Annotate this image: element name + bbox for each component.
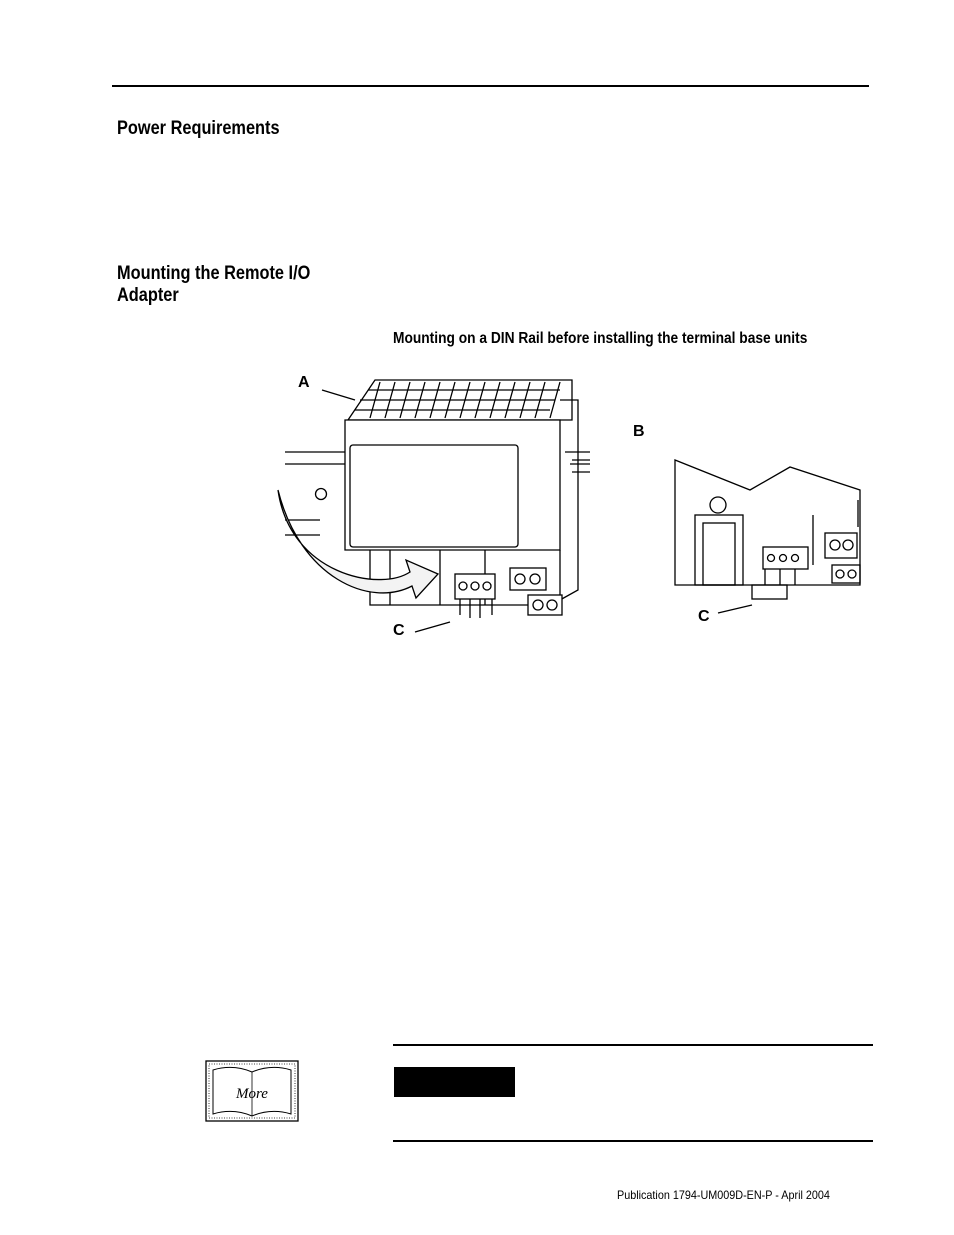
- more-book-icon: [205, 1060, 299, 1122]
- important-label-box: [394, 1067, 515, 1097]
- heading-power-requirements: Power Requirements: [117, 118, 280, 139]
- header-rule: [112, 85, 869, 87]
- publication-footer: Publication 1794-UM009D-EN-P - April 2004: [617, 1188, 830, 1202]
- more-icon-label: More: [236, 1086, 268, 1102]
- important-bottom-rule: [393, 1140, 873, 1142]
- callout-b: B: [633, 423, 645, 440]
- callout-c-detail: C: [698, 608, 710, 625]
- callout-c-main: C: [393, 622, 405, 639]
- figure-caption: Mounting on a DIN Rail before installing the terminal base units: [393, 330, 808, 347]
- adapter-din-rail-illustration: [260, 360, 590, 650]
- latch-detail-illustration: [670, 455, 870, 620]
- callout-a: A: [298, 374, 310, 391]
- heading-mounting-adapter: Mounting the Remote I/O Adapter: [117, 263, 311, 306]
- important-top-rule: [393, 1044, 873, 1046]
